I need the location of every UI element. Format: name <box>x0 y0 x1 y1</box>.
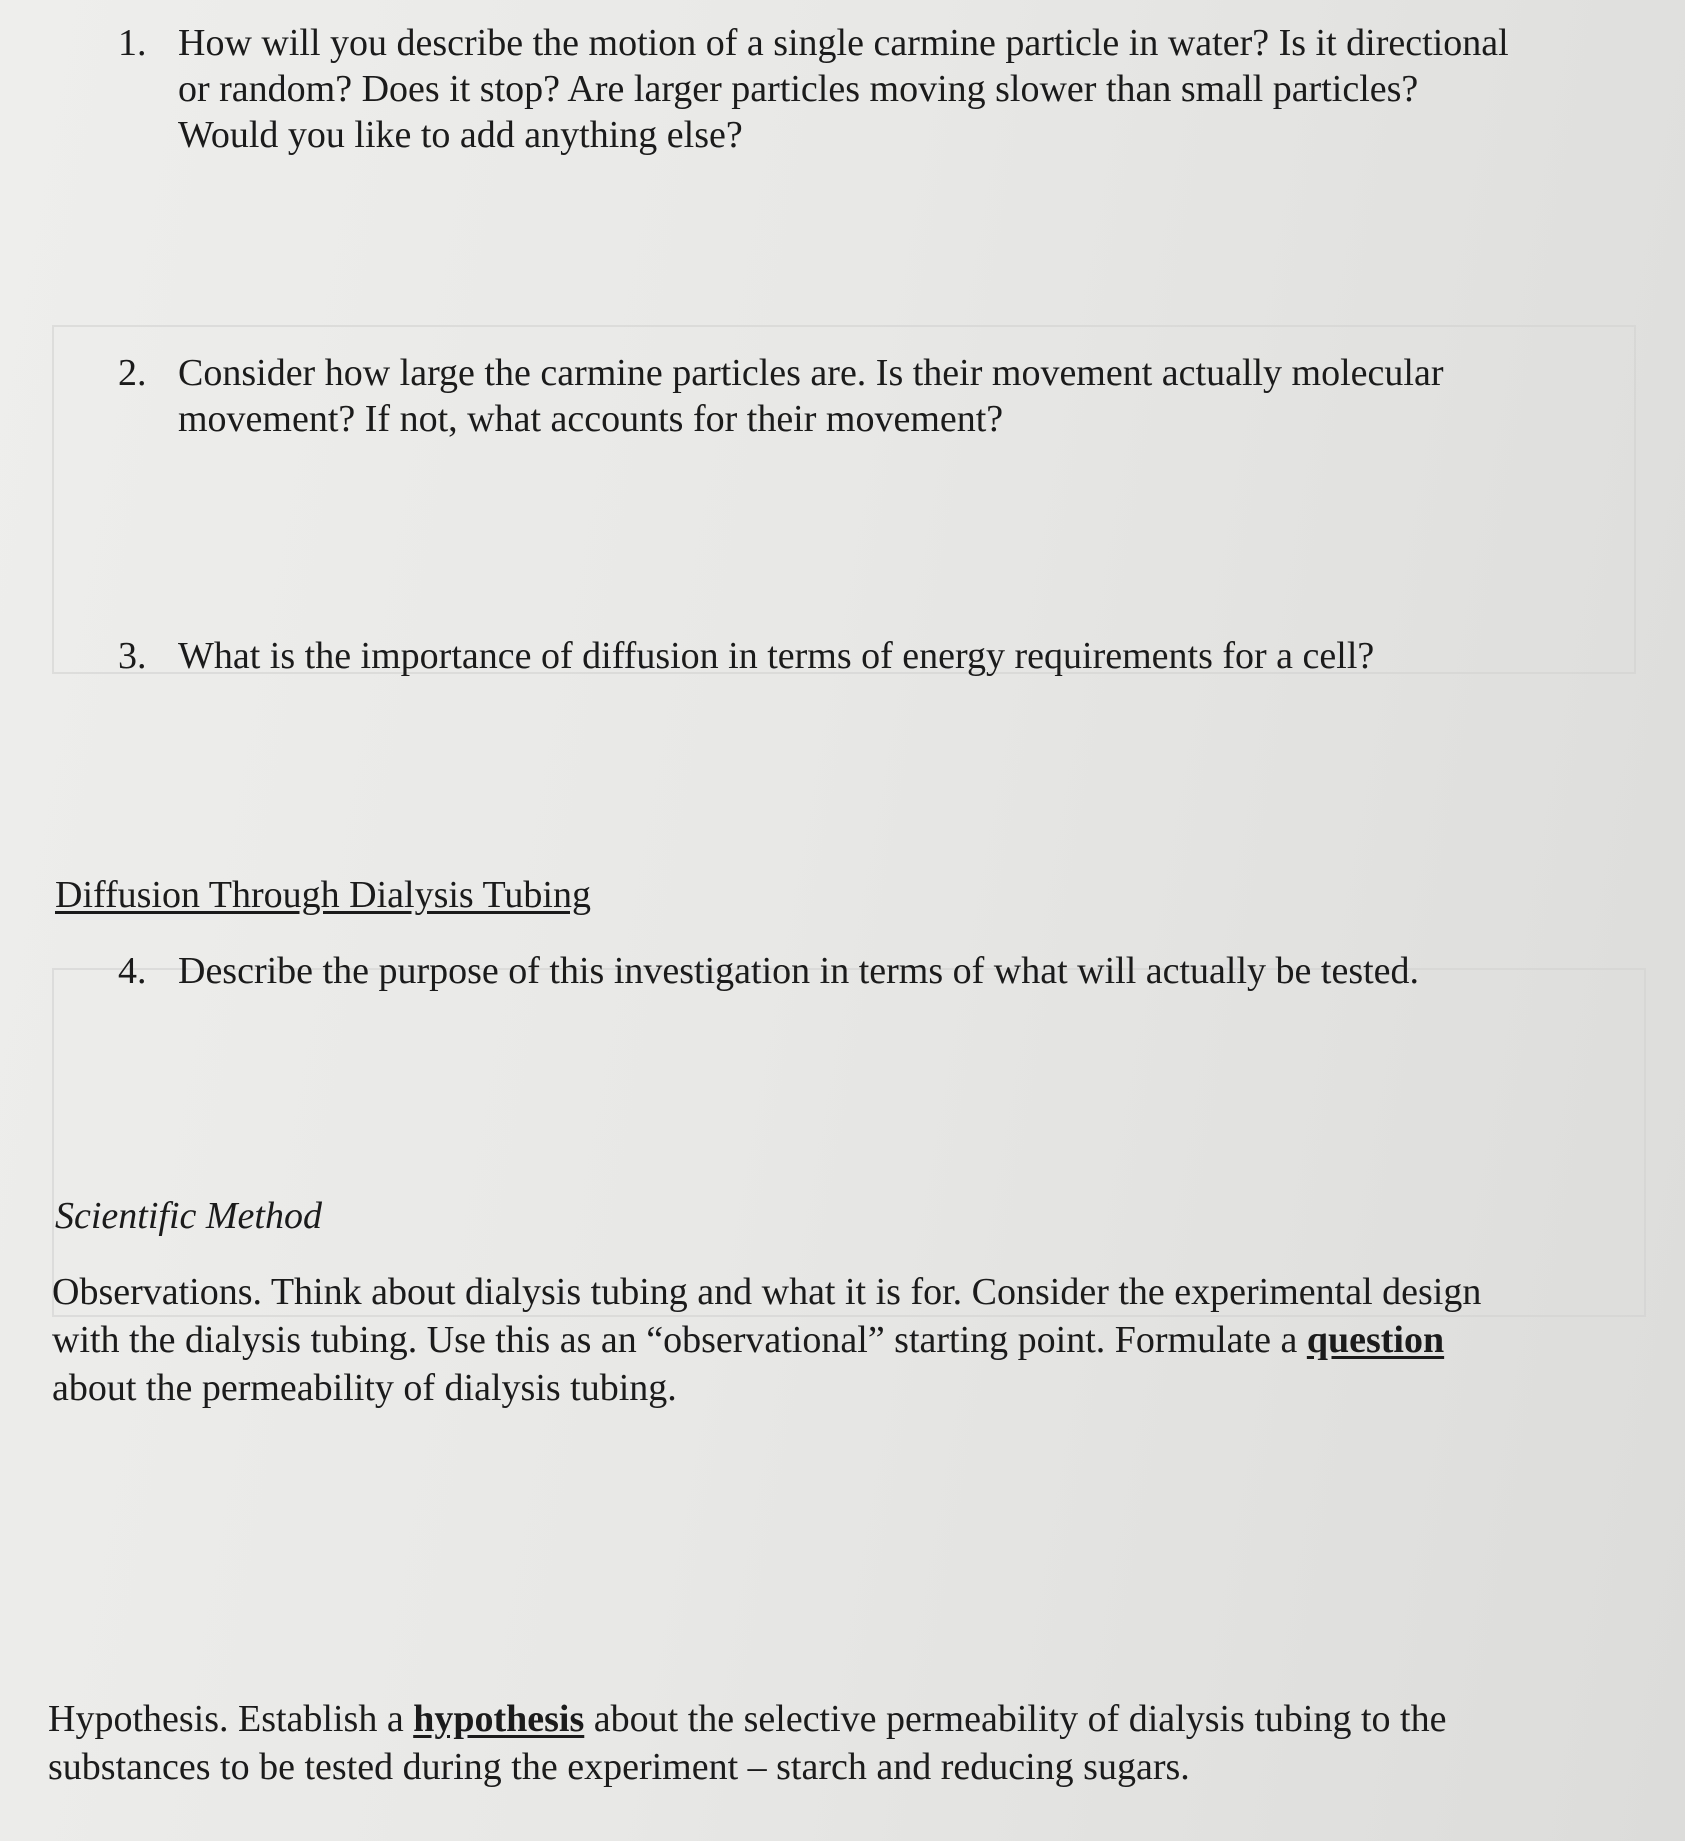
question-line: How will you describe the motion of a single carmine particle in water? Is it directional <box>178 22 1509 64</box>
section-heading: Diffusion Through Dialysis Tubing <box>55 874 591 916</box>
hypothesis-line: substances to be tested during the experiment – starch and reducing sugars. <box>48 1746 1190 1788</box>
observations-line: Observations. Think about dialysis tubing and what it is for. Consider the experimental design <box>52 1271 1482 1313</box>
question-number: 3. <box>118 635 147 677</box>
question-keyword: question <box>1306 1319 1445 1361</box>
bleed-through-table-bottom <box>52 968 1646 1317</box>
question-line: Describe the purpose of this investigation in terms of what will actually be tested. <box>178 950 1420 992</box>
question-3 <box>118 633 1618 679</box>
question-number: 4. <box>118 950 147 992</box>
question-number: 2. <box>118 352 147 394</box>
question-number: 1. <box>118 22 147 64</box>
question-line: movement? If not, what accounts for their movement? <box>178 398 1004 440</box>
scientific-method-heading: Scientific Method <box>55 1195 322 1237</box>
observations-paragraph <box>52 1268 1672 1412</box>
hypothesis-keyword: hypothesis <box>413 1698 585 1740</box>
question-line: Would you like to add anything else? <box>178 114 743 156</box>
question-line: What is the importance of diffusion in terms of energy requirements for a cell? <box>178 635 1375 677</box>
question-line: Consider how large the carmine particles are. Is their movement actually molecular <box>178 352 1444 394</box>
observations-line: with the dialysis tubing. Use this as an “observational” starting point. Formulate a question <box>52 1319 1445 1361</box>
question-2 <box>118 350 1618 442</box>
question-line: or random? Does it stop? Are larger particles moving slower than small particles? <box>178 68 1419 110</box>
question-1 <box>118 20 1618 158</box>
hypothesis-line: Hypothesis. Establish a hypothesis about the selective permeability of dialysis tubing to the <box>48 1698 1447 1740</box>
observations-line: about the permeability of dialysis tubing. <box>52 1367 677 1409</box>
hypothesis-paragraph <box>48 1695 1668 1791</box>
question-4 <box>118 948 1658 994</box>
